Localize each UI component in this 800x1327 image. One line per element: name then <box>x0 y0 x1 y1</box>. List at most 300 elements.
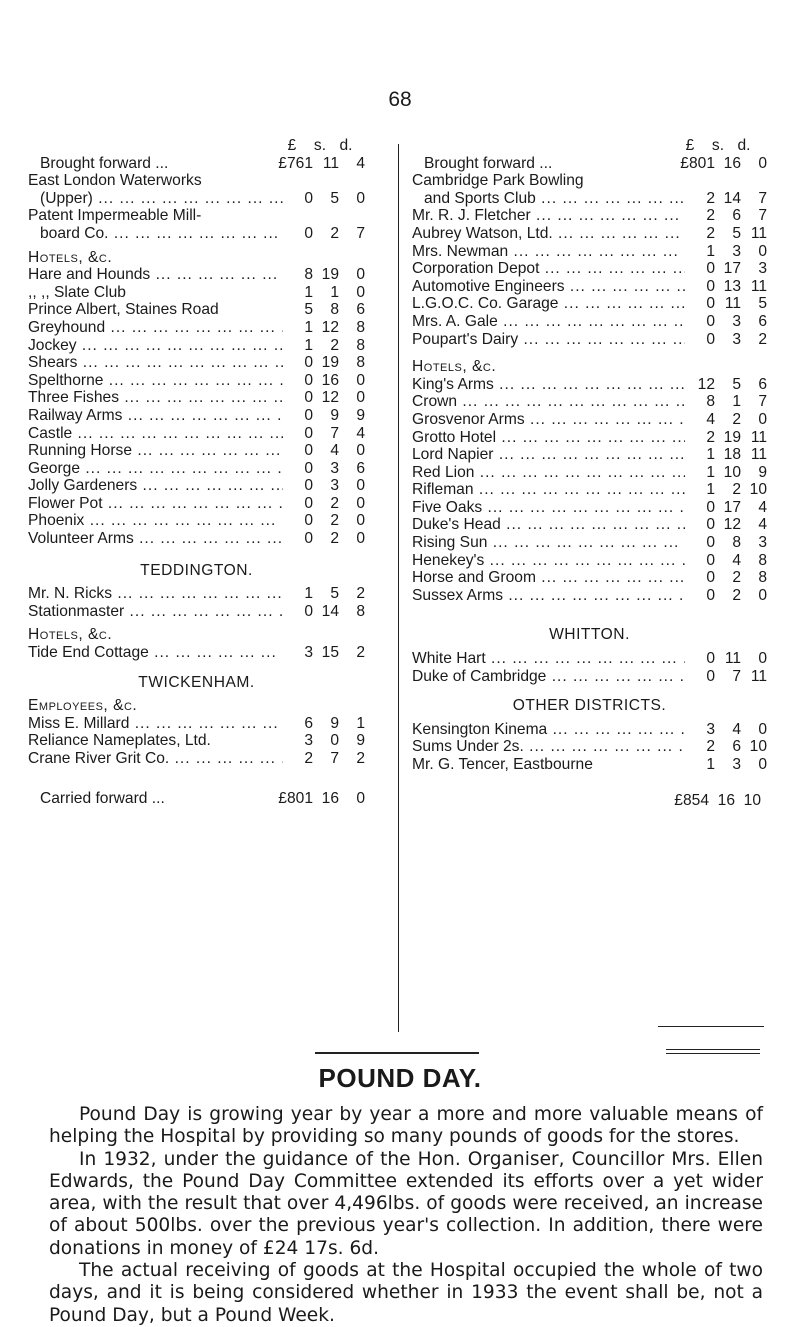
row-label: Spelthorne ... . <box>28 372 283 390</box>
section-heading: Hotels, &c. <box>28 626 113 644</box>
ledger-row <box>28 372 365 390</box>
row-label: Hare and Hounds ... . <box>28 266 283 284</box>
ledger-row <box>28 603 365 621</box>
pound-day-text <box>49 1104 763 1327</box>
row-label: Brought forward ... <box>424 154 553 172</box>
amount-pounds: 0 <box>304 602 313 620</box>
ledger-row <box>28 425 365 443</box>
amount-shillings: 14 <box>321 602 339 620</box>
amount-pence: 0 <box>356 789 365 807</box>
amount-pounds: 0 <box>706 650 715 668</box>
row-label: Railway Arms ... . <box>28 407 283 425</box>
row-label: L.G.O.C. Co. Garage ... . <box>412 295 685 313</box>
amount-pounds: 0 <box>706 295 715 313</box>
row-label: board Co. ... . <box>28 225 283 243</box>
ledger-row <box>412 587 767 605</box>
ledger-row <box>28 266 365 284</box>
amount-shillings: 12 <box>321 318 339 336</box>
ledger-row <box>412 481 767 499</box>
ledger-row-label-line <box>412 172 767 190</box>
ledger-row <box>28 407 365 425</box>
row-label: Jolly Gardeners ... . <box>28 477 283 495</box>
ledger-row <box>28 284 365 302</box>
row-label: Stationmaster ... . <box>28 603 283 621</box>
total-pence: 10 <box>743 791 761 809</box>
section-heading: Hotels, &c. <box>28 248 113 266</box>
ledger-row <box>28 530 365 548</box>
row-label: Flower Pot ... . <box>28 495 283 513</box>
amount-pounds: 0 <box>706 260 715 278</box>
amount-pounds: 0 <box>304 354 313 372</box>
ledger-row <box>28 715 365 733</box>
row-label: Mrs. A. Gale ... . <box>412 313 685 331</box>
ledger-row <box>28 301 365 319</box>
amount-pounds: 1 <box>706 242 715 260</box>
pounds-header: £ <box>685 137 695 154</box>
amount-pence: 6 <box>758 375 767 393</box>
row-label: Red Lion ... . <box>412 464 685 482</box>
grand-total-row <box>412 792 767 810</box>
amount-pounds: 0 <box>304 189 313 207</box>
amount-shillings: 16 <box>321 371 339 389</box>
amount-pence: 8 <box>758 551 767 569</box>
ledger-row <box>412 534 767 552</box>
amount-shillings: 12 <box>723 516 741 534</box>
row-label: Three Fishes ... . <box>28 389 283 407</box>
amount-pence: 7 <box>356 224 365 242</box>
amount-pence: 3 <box>758 534 767 552</box>
amount-pence: 0 <box>758 410 767 428</box>
amount-shillings: 4 <box>732 551 741 569</box>
amount-pounds: 2 <box>706 428 715 446</box>
amount-pounds: 1 <box>304 585 313 603</box>
amount-pence: 7 <box>758 393 767 411</box>
amount-shillings: 9 <box>330 714 339 732</box>
amount-shillings: 16 <box>321 789 339 807</box>
amount-pence: 0 <box>356 512 365 530</box>
amount-pence: 0 <box>356 266 365 284</box>
amount-shillings: 6 <box>732 207 741 225</box>
amount-pence: 0 <box>758 650 767 668</box>
amount-pounds: 1 <box>706 481 715 499</box>
amount-pence: 2 <box>356 750 365 767</box>
ledger-row <box>28 190 365 208</box>
amount-pence: 0 <box>356 189 365 207</box>
amount-pence: 4 <box>356 424 365 442</box>
amount-shillings: 14 <box>723 189 741 207</box>
ledger-row <box>412 499 767 517</box>
amount-shillings: 5 <box>732 375 741 393</box>
amount-pence: 4 <box>758 516 767 534</box>
amount-pence: 0 <box>356 530 365 548</box>
amount-shillings: 12 <box>321 389 339 407</box>
row-label: Brought forward ... <box>40 154 169 172</box>
ledger-row <box>412 331 767 349</box>
amount-pence: 0 <box>356 283 365 301</box>
row-label: Duke of Cambridge ... . <box>412 668 685 686</box>
amount-pounds: 2 <box>304 750 313 767</box>
amount-pounds: 1 <box>304 318 313 336</box>
amount-pounds: 1 <box>304 336 313 354</box>
amount-pence: 0 <box>758 756 767 773</box>
amount-shillings: 3 <box>732 312 741 330</box>
amount-shillings: 2 <box>732 586 741 604</box>
brought-forward-row <box>28 155 365 173</box>
ledger-row <box>28 442 365 460</box>
amount-shillings: 2 <box>330 336 339 354</box>
ledger-row-label-line <box>28 172 365 190</box>
amount-shillings: 19 <box>321 266 339 284</box>
ledger-row <box>28 644 365 662</box>
amount-shillings: 17 <box>723 498 741 516</box>
row-label: Sums Under 2s. ... . <box>412 738 685 756</box>
row-label: Mr. R. J. Fletcher ... . <box>412 207 685 225</box>
twickenham-list <box>28 715 365 768</box>
amount-pence: 11 <box>750 446 767 464</box>
page-number: 68 <box>388 88 412 111</box>
row-label: Reliance Nameplates, Ltd. <box>28 732 211 750</box>
row-label: ,, ,, Slate Club <box>28 283 126 301</box>
amount-pence: 7 <box>758 207 767 225</box>
amount-pence: 0 <box>356 371 365 389</box>
ledger-row <box>412 207 767 225</box>
amount-shillings: 4 <box>330 442 339 460</box>
ledger-row <box>28 495 365 513</box>
pence-header: d. <box>737 137 751 154</box>
teddington-hotels-list <box>28 644 365 662</box>
amount-pence: 9 <box>356 406 365 424</box>
paragraph: In 1932, under the guidance of the Hon. Organiser, Councillor Mrs. Ellen Edwards, the Pound Day Committee extended its efforts over a yet wider area, with the result that over 4,496lbs. of goods were received, an increase of about 500lbs. over the previous year's collection. In addition, there were donations in money of £24 17s. 6d. <box>49 1148 763 1259</box>
amount-shillings: 2 <box>732 481 741 499</box>
row-label: Five Oaks ... . <box>412 499 685 517</box>
currency-header <box>28 137 365 155</box>
amount-shillings: 2 <box>330 224 339 242</box>
row-label: George ... . <box>28 460 283 478</box>
currency-header <box>412 137 767 155</box>
amount-pence: 0 <box>758 242 767 260</box>
district-heading-other: OTHER DISTRICTS. <box>512 697 667 715</box>
amount-pence: 0 <box>356 494 365 512</box>
amount-pence: 2 <box>758 330 767 348</box>
ledger-row <box>412 668 767 686</box>
row-label: Greyhound ... . <box>28 319 283 337</box>
amount-pence: 6 <box>758 312 767 330</box>
amount-pounds: 1 <box>706 756 715 773</box>
amount-shillings: 3 <box>732 330 741 348</box>
ledger-row <box>28 225 365 243</box>
amount-shillings: 5 <box>330 189 339 207</box>
shillings-header: s. <box>313 137 327 154</box>
amount-pence: 7 <box>758 189 767 207</box>
amount-pounds: 0 <box>304 371 313 389</box>
row-label: Rifleman ... . <box>412 481 685 499</box>
total-pounds: £854 <box>674 791 709 809</box>
amount-pounds: 0 <box>706 277 715 295</box>
amount-pounds: 0 <box>304 442 313 460</box>
brought-forward-row <box>412 155 767 173</box>
ledger-row <box>412 464 767 482</box>
amount-pence: 4 <box>356 154 365 172</box>
ledger-row <box>28 460 365 478</box>
teddington-list <box>28 585 365 620</box>
ledger-row <box>412 411 767 429</box>
row-label: East London Waterworks <box>28 172 202 190</box>
row-label: Horse and Groom ... . <box>412 569 685 587</box>
amount-shillings: 10 <box>723 463 741 481</box>
row-label: Phoenix ... . <box>28 512 283 530</box>
amount-pence: 8 <box>758 569 767 587</box>
amount-pence: 9 <box>356 732 365 750</box>
amount-shillings: 3 <box>330 477 339 495</box>
amount-shillings: 2 <box>732 569 741 587</box>
amount-pence: 1 <box>356 714 365 732</box>
left-ledger-column <box>28 137 365 807</box>
amount-pounds: 0 <box>706 330 715 348</box>
amount-pence: 11 <box>750 224 767 242</box>
ledger-row <box>28 319 365 337</box>
ledger-row <box>412 243 767 261</box>
row-label: (Upper) ... . <box>28 190 283 208</box>
ledger-row <box>28 389 365 407</box>
amount-pounds: 2 <box>706 738 715 756</box>
amount-pounds: 0 <box>706 569 715 587</box>
amount-shillings: 2 <box>330 512 339 530</box>
amount-pence: 11 <box>750 667 767 685</box>
carried-forward-row <box>28 790 365 808</box>
amount-shillings: 19 <box>321 354 339 372</box>
ledger-row <box>412 756 767 774</box>
row-label: Castle ... . <box>28 425 283 443</box>
row-label: Henekey's ... . <box>412 552 685 570</box>
amount-pounds: 0 <box>706 586 715 604</box>
amount-pounds: 0 <box>304 224 313 242</box>
row-label: Shears ... . <box>28 354 283 372</box>
amount-pounds: 1 <box>304 283 313 301</box>
ledger-row <box>28 337 365 355</box>
amount-pounds: 5 <box>304 301 313 319</box>
ledger-row <box>412 516 767 534</box>
amount-shillings: 8 <box>732 534 741 552</box>
amount-shillings: 1 <box>330 283 339 301</box>
amount-shillings: 11 <box>322 154 339 172</box>
amount-pounds: 0 <box>304 389 313 407</box>
total-double-underline-1 <box>666 1049 760 1050</box>
amount-pounds: 0 <box>706 551 715 569</box>
amount-pence: 0 <box>356 442 365 460</box>
ledger-row <box>412 376 767 394</box>
amount-shillings: 9 <box>330 406 339 424</box>
amount-shillings: 5 <box>732 224 741 242</box>
section-heading: Hotels, &c. <box>412 358 497 376</box>
ledger-row <box>412 393 767 411</box>
amount-pence: 11 <box>750 277 767 295</box>
amount-pounds: 8 <box>706 393 715 411</box>
row-label: Miss E. Millard ... . <box>28 715 283 733</box>
right-ledger-column <box>412 137 767 809</box>
ledger-row <box>412 446 767 464</box>
row-label: Mr. G. Tencer, Eastbourne <box>412 756 593 773</box>
row-label: Duke's Head ... . <box>412 516 685 534</box>
row-label: Sussex Arms ... . <box>412 587 685 605</box>
amount-pence: 8 <box>356 336 365 354</box>
ledger-row <box>412 225 767 243</box>
row-label: Crown ... . <box>412 393 685 411</box>
row-label: and Sports Club ... . <box>412 190 685 208</box>
amount-pounds: £801 <box>680 154 715 172</box>
amount-pounds: 2 <box>706 207 715 225</box>
row-label: Jockey ... . <box>28 337 283 355</box>
row-label: Poupart's Dairy ... . <box>412 331 685 349</box>
amount-shillings: 13 <box>723 277 741 295</box>
amount-pounds: 0 <box>304 512 313 530</box>
total-overline <box>658 1026 764 1027</box>
amount-pounds: 0 <box>706 498 715 516</box>
row-label: Corporation Depot ... . <box>412 260 685 278</box>
ledger-row <box>412 569 767 587</box>
amount-pounds: 0 <box>706 667 715 685</box>
amount-shillings: 16 <box>723 154 741 172</box>
amount-pounds: £801 <box>278 789 313 807</box>
amount-pounds: £761 <box>278 154 313 172</box>
amount-pounds: 0 <box>304 530 313 548</box>
amount-pence: 10 <box>749 481 767 499</box>
row-label: Mrs. Newman ... . <box>412 243 685 261</box>
row-label: Automotive Engineers ... . <box>412 278 685 296</box>
row-label: Running Horse ... . <box>28 442 283 460</box>
amount-shillings: 5 <box>330 585 339 603</box>
amount-pounds: 3 <box>304 644 313 662</box>
amount-pounds: 0 <box>304 424 313 442</box>
pounds-header: £ <box>287 137 297 154</box>
amount-pounds: 0 <box>706 534 715 552</box>
amount-shillings: 0 <box>330 732 339 750</box>
amount-pounds: 12 <box>697 375 715 393</box>
amount-pounds: 0 <box>706 516 715 534</box>
hotels-list <box>412 376 767 605</box>
ledger-row <box>412 260 767 278</box>
amount-shillings: 7 <box>330 424 339 442</box>
district-heading-teddington: TEDDINGTON. <box>140 561 253 579</box>
amount-pence: 0 <box>356 389 365 407</box>
ledger-row <box>412 721 767 739</box>
row-label: Grosvenor Arms ... . <box>412 411 685 429</box>
amount-shillings: 18 <box>723 446 741 464</box>
ledger-row <box>412 295 767 313</box>
amount-pounds: 8 <box>304 266 313 284</box>
ledger-row <box>28 732 365 750</box>
ledger-row <box>412 429 767 447</box>
amount-pence: 0 <box>356 477 365 495</box>
amount-pence: 8 <box>356 354 365 372</box>
ledger-row <box>28 585 365 603</box>
row-label: Crane River Grit Co. ... . <box>28 750 283 768</box>
row-label: Grotto Hotel ... . <box>412 429 685 447</box>
ledger-row <box>412 552 767 570</box>
ledger-row <box>28 512 365 530</box>
amount-shillings: 8 <box>330 301 339 319</box>
row-label: Carried forward ... <box>40 789 165 807</box>
amount-pounds: 1 <box>706 463 715 481</box>
row-label: Prince Albert, Staines Road <box>28 301 219 319</box>
total-double-underline-2 <box>666 1053 760 1054</box>
amount-shillings: 7 <box>732 667 741 685</box>
amount-pence: 2 <box>356 644 365 662</box>
row-label: Rising Sun ... . <box>412 534 685 552</box>
amount-shillings: 7 <box>330 750 339 767</box>
other-districts-list <box>412 721 767 774</box>
district-heading-twickenham: TWICKENHAM. <box>138 673 255 691</box>
amount-pounds: 2 <box>706 224 715 242</box>
amount-pence: 8 <box>356 602 365 620</box>
column-divider <box>398 144 399 1032</box>
district-heading-whitton: WHITTON. <box>549 626 630 644</box>
section-separator <box>315 1052 479 1054</box>
row-label: Cambridge Park Bowling <box>412 172 584 190</box>
amount-shillings: 4 <box>732 720 741 738</box>
row-label: Aubrey Watson, Ltd. ... . <box>412 225 685 243</box>
amount-shillings: 11 <box>724 295 741 313</box>
ledger-row <box>28 477 365 495</box>
amount-pence: 2 <box>356 585 365 603</box>
amount-pounds: 0 <box>304 494 313 512</box>
row-label: Lord Napier ... . <box>412 446 685 464</box>
amount-pounds: 3 <box>706 720 715 738</box>
whitton-list <box>412 650 767 685</box>
entries-list <box>412 207 767 348</box>
amount-shillings: 11 <box>724 650 741 668</box>
ledger-row <box>412 278 767 296</box>
amount-pence: 6 <box>356 301 365 319</box>
amount-pence: 6 <box>356 459 365 477</box>
ledger-row <box>412 190 767 208</box>
amount-shillings: 2 <box>732 410 741 428</box>
pound-day-heading: POUND DAY. <box>318 1063 482 1093</box>
amount-pence: 11 <box>750 428 767 446</box>
amount-shillings: 3 <box>732 756 741 773</box>
paragraph: Pound Day is growing year by year a more and more valuable means of helping the Hospital by providing so many pounds of goods for the stores. <box>49 1104 763 1148</box>
amount-pounds: 0 <box>304 406 313 424</box>
amount-pence: 10 <box>749 738 767 756</box>
ledger-row-label-line <box>28 207 365 225</box>
row-label: King's Arms ... . <box>412 376 685 394</box>
section-heading: Employees, &c. <box>28 697 138 715</box>
ledger-row <box>28 354 365 372</box>
amount-shillings: 2 <box>330 494 339 512</box>
amount-pence: 9 <box>758 463 767 481</box>
amount-pounds: 0 <box>304 459 313 477</box>
paragraph: The actual receiving of goods at the Hospital occupied the whole of two days, and it is being considered whether in 1933 the event shall be, not a Pound Day, but a Pound Week. <box>49 1260 763 1326</box>
amount-pounds: 6 <box>304 714 313 732</box>
ledger-row <box>412 313 767 331</box>
row-label: Kensington Kinema ... . <box>412 721 685 739</box>
amount-pence: 0 <box>758 720 767 738</box>
amount-shillings: 3 <box>330 459 339 477</box>
amount-shillings: 1 <box>732 393 741 411</box>
amount-shillings: 6 <box>732 738 741 756</box>
amount-pounds: 2 <box>706 189 715 207</box>
amount-pence: 0 <box>758 586 767 604</box>
total-shillings: 16 <box>717 791 735 809</box>
amount-shillings: 2 <box>330 530 339 548</box>
amount-pounds: 1 <box>706 446 715 464</box>
pence-header: d. <box>339 137 353 154</box>
amount-shillings: 17 <box>723 260 741 278</box>
row-label: Volunteer Arms ... . <box>28 530 283 548</box>
row-label: Mr. N. Ricks ... . <box>28 585 283 603</box>
amount-pence: 4 <box>758 498 767 516</box>
amount-pounds: 0 <box>304 477 313 495</box>
amount-pounds: 0 <box>706 312 715 330</box>
